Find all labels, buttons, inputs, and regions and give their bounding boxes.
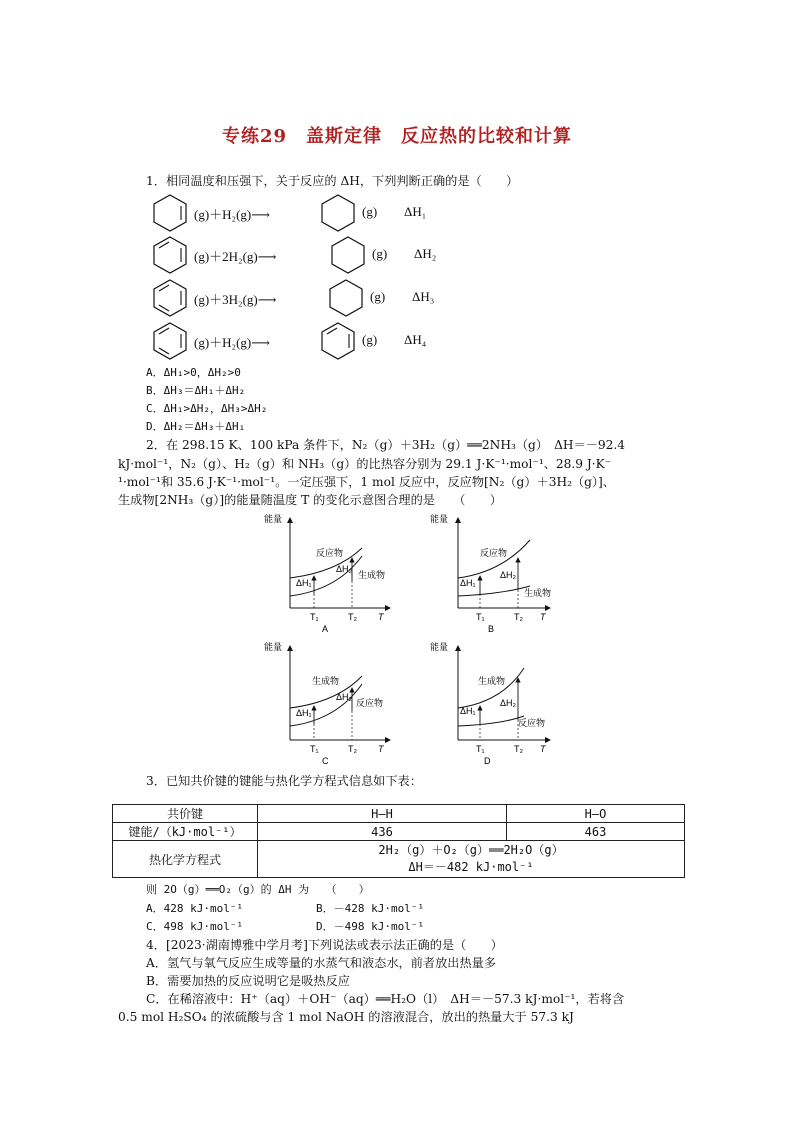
svg-text:T: T	[378, 612, 384, 622]
q2-line3: ¹·mol⁻¹和 35.6 J·K⁻¹·mol⁻¹。一定压强下，1 mol 反应中，反应物[N₂（g）＋3H₂（g）]、	[118, 475, 615, 489]
svg-text:T₂: T₂	[514, 612, 523, 622]
q1-option-b: B．ΔH₃＝ΔH₁＋ΔH₂	[146, 384, 246, 397]
svg-text:反应物: 反应物	[356, 698, 384, 708]
svg-text:ΔH₂: ΔH₂	[336, 564, 353, 574]
graph-c-letter: C	[322, 756, 329, 766]
svg-text:生成物: 生成物	[312, 676, 340, 686]
q3-stem: 3．已知共价键的键能与热化学方程式信息如下表：	[146, 774, 422, 788]
page-title: 专练29 盖斯定律 反应热的比较和计算	[221, 126, 573, 147]
graph-b-ylabel: 能量	[430, 514, 449, 524]
graph-a-letter: A	[322, 624, 329, 634]
q2-line1: 2．在 298.15 K、100 kPa 条件下，N₂（g）＋3H₂（g）══2NH₃（g） ΔH＝－92.4	[146, 438, 626, 452]
svg-text:T₂: T₂	[348, 744, 357, 754]
graph-c-ylabel: 能量	[264, 642, 283, 652]
equation-line: 2H₂（g）＋O₂（g）══2H₂O（g）	[378, 843, 564, 857]
graph-a-ylabel: 能量	[264, 514, 283, 524]
table-cell: H—H	[258, 805, 507, 823]
q1-r2-reactant: (g)＋2H₂(g)⟶	[194, 249, 277, 264]
svg-text:ΔH₂: ΔH₂	[336, 692, 353, 702]
q1-r4-dh: ΔH₄	[404, 332, 427, 347]
q4-option-c-line1: C．在稀溶液中：H⁺（aq）＋OH⁻（aq）══H₂O（l） ΔH＝－57.3 kJ·mol⁻¹，若将含	[146, 992, 625, 1006]
svg-text:生成物: 生成物	[478, 676, 506, 686]
cyclohexene-icon	[150, 192, 190, 234]
svg-text:T₁: T₁	[476, 612, 485, 622]
benzene-icon	[150, 277, 190, 319]
svg-text:反应物: 反应物	[316, 548, 344, 558]
q4-option-b: B．需要加热的反应说明它是吸热反应	[146, 974, 350, 988]
cyclohexane-icon	[326, 277, 366, 319]
svg-text:T₁: T₁	[476, 744, 485, 754]
svg-text:ΔH₂: ΔH₂	[500, 698, 517, 708]
graph-c	[264, 641, 390, 766]
cyclohexane-icon	[328, 234, 368, 276]
svg-text:ΔH₁: ΔH₁	[460, 706, 476, 716]
svg-text:T₁: T₁	[310, 744, 319, 754]
q1-r3-product: (g)	[370, 289, 386, 304]
svg-text:生成物: 生成物	[358, 570, 386, 580]
svg-text:T: T	[378, 744, 384, 754]
q4-option-a: A．氢气与氧气反应生成等量的水蒸气和液态水，前者放出热量多	[146, 956, 497, 970]
graph-a	[264, 513, 390, 634]
benzene-icon	[150, 320, 190, 362]
q1-option-d: D．ΔH₂＝ΔH₃＋ΔH₁	[146, 420, 246, 433]
q3-option-c: C．498 kJ·mol⁻¹	[146, 920, 244, 933]
svg-text:T: T	[540, 612, 546, 622]
q4-option-c-line2: 0.5 mol H₂SO₄ 的浓硫酸与含 1 mol NaOH 的溶液混合，放出的热量大于 57.3 kJ	[118, 1010, 574, 1024]
q1-r1-product: (g)	[362, 204, 378, 219]
svg-text:反应物: 反应物	[518, 718, 546, 728]
table-row	[113, 805, 685, 823]
bond-energy-table	[112, 804, 685, 878]
svg-text:ΔH₁: ΔH₁	[460, 578, 476, 588]
q1-r4-product: (g)	[362, 332, 378, 347]
svg-text:反应物: 反应物	[480, 548, 508, 558]
q1-r2-dh: ΔH₂	[414, 246, 437, 261]
graph-d-ylabel: 能量	[430, 642, 449, 652]
graph-b-letter: B	[488, 624, 495, 634]
cyclohexane-icon	[318, 192, 358, 234]
graph-b	[430, 513, 551, 634]
table-cell: 463	[507, 823, 685, 841]
q3-option-d: D．－498 kJ·mol⁻¹	[316, 920, 425, 933]
svg-text:ΔH₂: ΔH₂	[500, 570, 517, 580]
equation-line: ΔH＝－482 kJ·mol⁻¹	[408, 860, 534, 874]
q1-r3-dh: ΔH₃	[412, 289, 435, 304]
q4-stem: 4．[2023·湖南博雅中学月考]下列说法或表示法正确的是（ ）	[146, 938, 503, 952]
table-cell	[258, 841, 685, 878]
svg-text:ΔH₁: ΔH₁	[296, 578, 312, 588]
table-row	[113, 841, 685, 878]
cyclohexadiene-icon	[150, 234, 190, 276]
q1-r1-dh: ΔH₁	[404, 204, 427, 219]
q3-ask: 则 2O（g）══O₂（g）的 ΔH 为 （ ）	[146, 883, 370, 896]
table-row	[113, 823, 685, 841]
q1-r4-reactant: (g)＋H₂(g)⟶	[194, 335, 270, 350]
table-cell: 热化学方程式	[113, 841, 258, 878]
q1-stem: 1．相同温度和压强下，关于反应的 ΔH，下列判断正确的是（ ）	[146, 174, 519, 188]
q1-r3-reactant: (g)＋3H₂(g)⟶	[194, 292, 277, 307]
table-cell: 键能/（kJ·mol⁻¹）	[113, 823, 258, 841]
table-cell: H—O	[507, 805, 685, 823]
svg-text:T₂: T₂	[514, 744, 523, 754]
table-cell: 共价键	[113, 805, 258, 823]
cyclohexadiene-icon	[318, 320, 358, 362]
svg-text:T₂: T₂	[348, 612, 357, 622]
graph-d-letter: D	[484, 756, 491, 766]
q2-graphs	[262, 508, 562, 766]
table-cell: 436	[258, 823, 507, 841]
q2-line4: 生成物[2NH₃（g）]的能量随温度 T 的变化示意图合理的是 （ ）	[118, 493, 502, 507]
q2-line2: kJ·mol⁻¹，N₂（g）、H₂（g）和 NH₃（g）的比热容分别为 29.1 J·K⁻¹·mol⁻¹、28.9 J·K⁻	[118, 457, 612, 471]
q1-r2-product: (g)	[372, 246, 388, 261]
q1-option-a: A．ΔH₁>0，ΔH₂>0	[146, 366, 241, 379]
q3-option-a: A．428 kJ·mol⁻¹	[146, 902, 244, 915]
svg-text:T₁: T₁	[310, 612, 319, 622]
q3-option-b: B．－428 kJ·mol⁻¹	[316, 902, 425, 915]
svg-text:T: T	[540, 744, 546, 754]
q1-option-c: C．ΔH₁>ΔH₂，ΔH₃>ΔH₂	[146, 402, 268, 415]
svg-text:生成物: 生成物	[524, 588, 552, 598]
graph-d	[430, 641, 550, 766]
q1-r1-reactant: (g)＋H₂(g)⟶	[194, 207, 270, 222]
svg-text:ΔH₁: ΔH₁	[296, 708, 312, 718]
